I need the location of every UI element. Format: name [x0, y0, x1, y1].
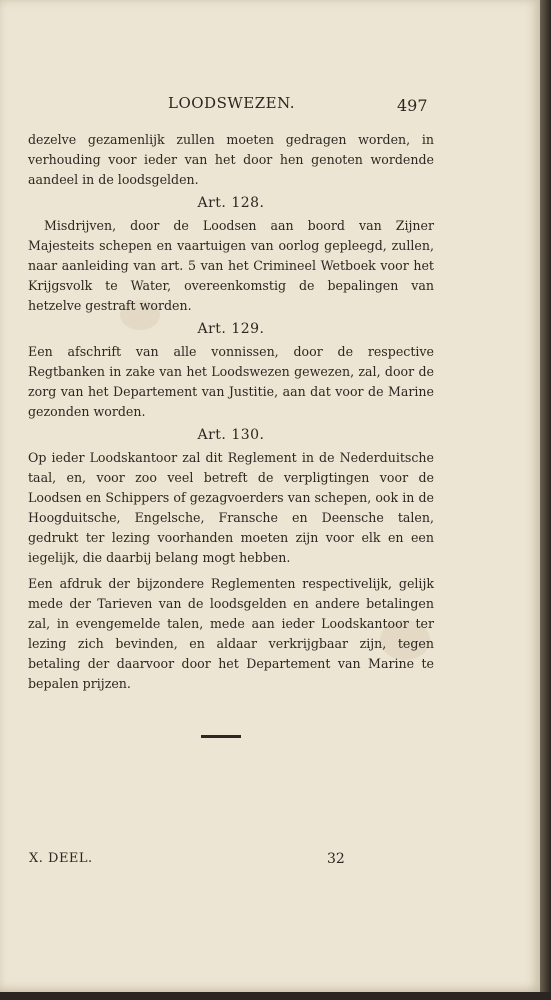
main-text [28, 130, 434, 694]
page-header [0, 94, 540, 114]
page-edge-bottom [0, 992, 551, 1000]
signature-mark: 32 [327, 851, 345, 867]
volume-mark: X. DEEL. [29, 851, 93, 866]
article-heading-128: Art. 128. [197, 195, 265, 211]
end-rule [201, 735, 241, 738]
article-heading-129: Art. 129. [197, 321, 265, 337]
page-number: 497 [397, 96, 428, 115]
article-129-text: Een afschrift van alle vonnissen, door de respective Regtbanken in zake van het Loodswezen gewezen, zal, door de zorg van het Departement van Justitie, aan dat voor de Marine gezonden worden. [28, 344, 434, 419]
article-130-text-1: Op ieder Loodskantoor zal dit Reglement in de Nederduitsche taal, en, voor zoo veel betreft de verpligtingen voor de Loodsen en Schippers of gezagvoerders van schepen, ook in de Hoogduitsche, Engelsche, Fransche en Deensche talen, gedrukt ter lezing voorhanden moeten zijn voor elk en een iegelijk, die daarbij belang mogt hebben. [28, 450, 434, 565]
running-title: LOODSWEZEN. [168, 94, 296, 112]
page-edge [540, 0, 551, 1000]
article-130-text-2: Een afdruk der bijzondere Reglementen respectivelijk, gelijk mede der Tarieven van de loodsgelden en andere betalingen zal, in evengemelde talen, mede aan ieder Loodskantoor ter lezing zich bevinden, en aldaar verkrijgbaar zijn, tegen betaling der daarvoor door het Departement van Marine te bepalen prijzen. [28, 576, 434, 691]
article-128-text: Misdrijven, door de Loodsen aan boord van Zijner Majesteits schepen en vaartuigen van oorlog gepleegd, zullen, naar aanleiding van art. 5 van het Crimineel Wetboek voor het Krijgsvolk te Water, overeenkomstig de bepalingen van hetzelve gestraft worden. [28, 218, 434, 313]
continuation-paragraph: dezelve gezamenlijk zullen moeten gedragen worden, in verhouding voor ieder van het door hen genoten wordende aandeel in de loodsgelden. [28, 132, 434, 187]
article-heading-130: Art. 130. [197, 427, 265, 443]
